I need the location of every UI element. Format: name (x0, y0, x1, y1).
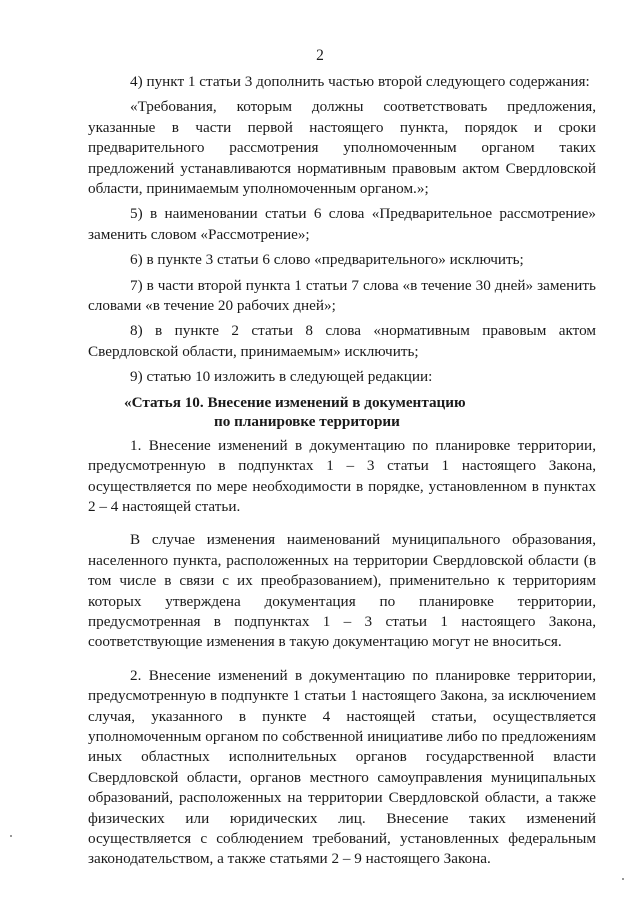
page-number: 2 (316, 47, 324, 64)
article-paragraph-2: 2. Внесение изменений в документацию по планировке территории, предусмотренную в подпункте 1 статьи 1 настоящего Закона, за исключением случая, указанного в пункте 4 настоящей статьи, осуществляется уполномоченным органом по собственной инициативе либо по предложениям иных областных исполнительных органов государственной власти Свердловской области, органов местного самоуправления муниципальных образований, расположенных на территории Свердловской области, а также физических или юридических лиц. Внесение таких изменений осуществляется с соблюдением требований, установленных федеральным законодательством, а также статьями 2 – 9 настоящего Закона. (88, 666, 596, 868)
article-heading-line-1: «Статья 10. Внесение изменений в документацию (124, 393, 466, 411)
amendment-item-8: 8) в пункте 2 статьи 8 слова «нормативным правовым актом Свердловской области, принимаемым» исключить; (88, 322, 596, 360)
article-paragraph-1-addendum: В случае изменения наименований муниципального образования, населенного пункта, расположенных на территории Свердловской области (в том числе в связи с их преобразованием), применительно к территориям которых утверждена документация по планировке территории, предусмотренная в подпунктах 1 – 3 статьи 1 настоящего Закона, соответствующие изменения в такую документацию могут не вноситься. (88, 531, 596, 651)
amendment-item-9: 9) статью 10 изложить в следующей редакции: (130, 368, 433, 386)
amendment-item-4: 4) пункт 1 статьи 3 дополнить частью второй следующего содержания: (130, 73, 590, 90)
article-heading (88, 393, 596, 431)
scan-speck (10, 835, 12, 837)
article-paragraph-1: 1. Внесение изменений в документацию по планировке территории, предусмотренную в подпунктах 1 – 3 статьи 1 настоящего Закона, осуществляется по мере необходимости в порядке, установленном в пунктах 2 – 4 настоящей статьи. (88, 436, 596, 515)
amendment-item-5: 5) в наименовании статьи 6 слова «Предварительное рассмотрение» заменить словом «Рассмотрение»; (88, 205, 596, 243)
article-heading-line-2: по планировке территории (214, 412, 400, 430)
amendment-item-4-text: «Требования, которым должны соответствовать предложения, указанные в части первой настоящего пункта, порядок и сроки предварительного рассмотрения уполномоченным органом таких предложений устанавливаются нормативным правовым актом Свердловской области, принимаемым уполномоченным органом.»; (88, 98, 596, 198)
scan-speck (622, 878, 624, 880)
amendment-item-6: 6) в пункте 3 статьи 6 слово «предварительного» исключить; (130, 251, 524, 269)
document-body (88, 72, 596, 875)
amendment-item-7: 7) в части второй пункта 1 статьи 7 слова «в течение 30 дней» заменить словами «в течение 20 рабочих дней»; (88, 276, 596, 315)
